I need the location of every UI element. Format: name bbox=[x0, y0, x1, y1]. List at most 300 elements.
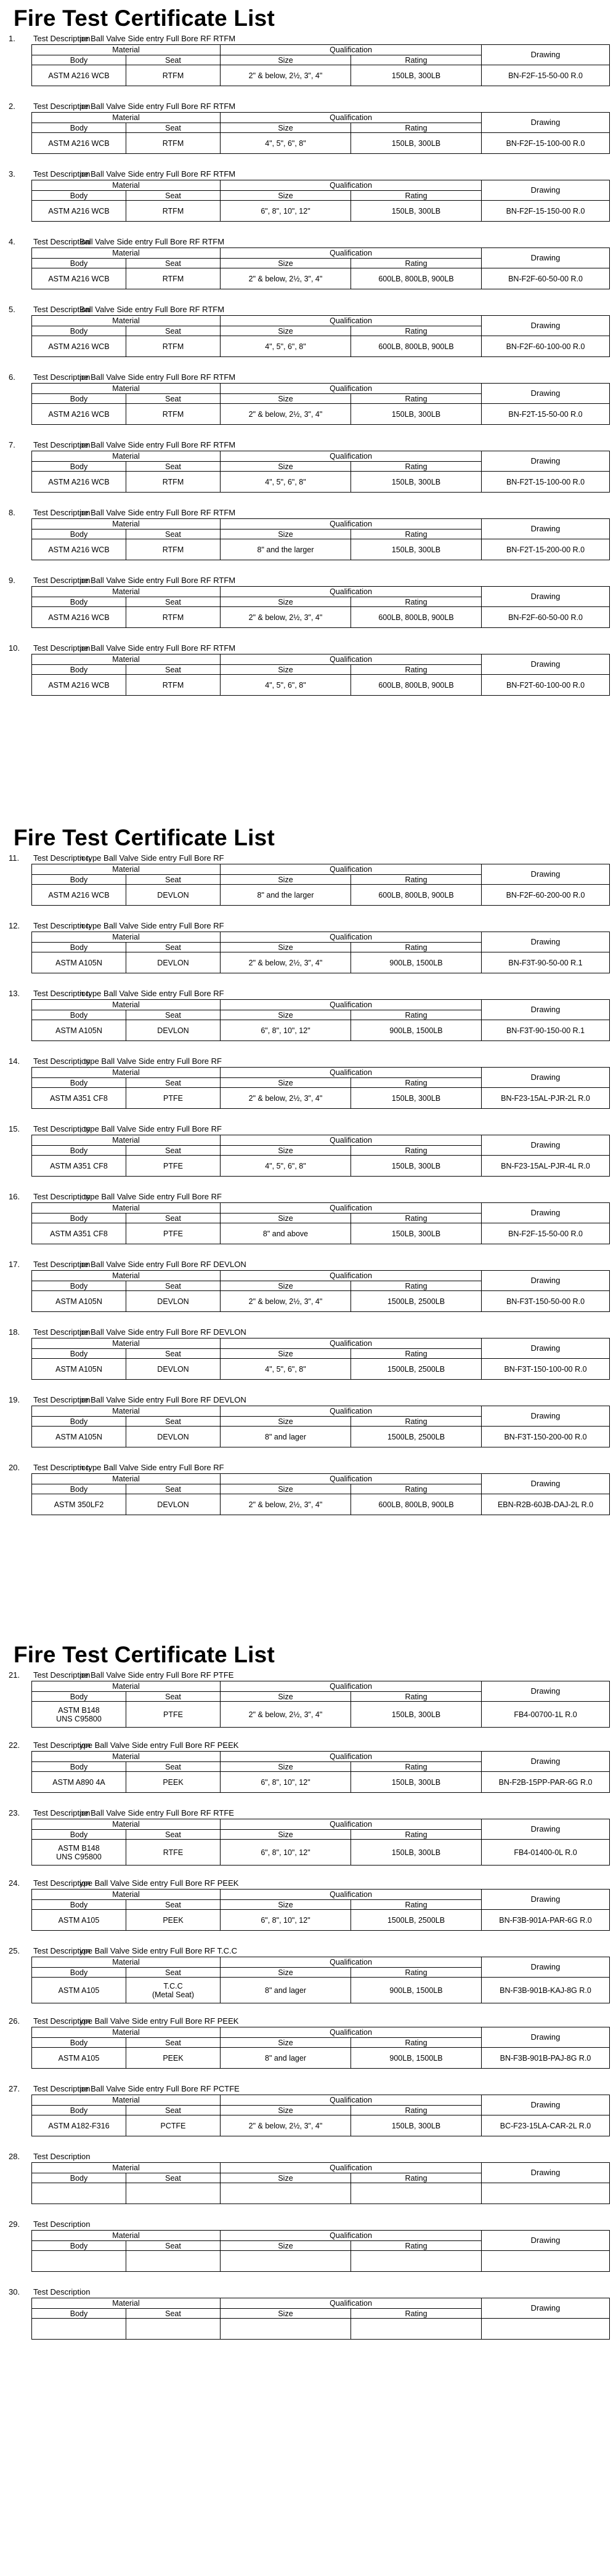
size-cell: 2" & below, 2½, 3", 4" bbox=[221, 404, 351, 425]
drawing-header: Drawing bbox=[482, 1068, 610, 1088]
material-header: Material bbox=[32, 384, 221, 394]
drawing-header: Drawing bbox=[482, 1957, 610, 1978]
certificate-table bbox=[31, 1957, 610, 2003]
size-cell: 8" and above bbox=[221, 1223, 351, 1244]
drawing-cell: BN-F2T-60-100-00 R.0 bbox=[482, 675, 610, 696]
rating-header: Rating bbox=[351, 191, 482, 201]
size-cell: 6", 8", 10", 12" bbox=[221, 201, 351, 222]
body-header: Body bbox=[32, 875, 126, 885]
size-header: Size bbox=[221, 2106, 351, 2115]
body-header: Body bbox=[32, 597, 126, 607]
test-description-label: Test Description bbox=[33, 1946, 91, 1955]
certificate-entry bbox=[9, 1878, 616, 1931]
entry-header bbox=[9, 169, 616, 180]
test-description-label: Test Description bbox=[33, 440, 91, 449]
table-header-row bbox=[32, 1819, 610, 1830]
body-header: Body bbox=[32, 326, 126, 336]
table-row bbox=[32, 1291, 610, 1312]
certificate-section bbox=[0, 5, 616, 710]
certificate-entry bbox=[9, 304, 616, 357]
certificate-table bbox=[31, 654, 610, 696]
size-header: Size bbox=[221, 1146, 351, 1156]
qualification-header: Qualification bbox=[221, 864, 482, 875]
material-header: Material bbox=[32, 1957, 221, 1968]
table-row bbox=[32, 1088, 610, 1109]
material-header: Material bbox=[32, 2298, 221, 2309]
certificate-entry bbox=[9, 988, 616, 1041]
seat-header: Seat bbox=[126, 394, 221, 404]
entry-number: 3. bbox=[9, 169, 15, 179]
certificate-entry bbox=[9, 575, 616, 628]
body-header: Body bbox=[32, 943, 126, 952]
size-header: Size bbox=[221, 1010, 351, 1020]
seat-cell: PEEK bbox=[126, 1910, 221, 1931]
rating-header: Rating bbox=[351, 1692, 482, 1702]
body-header: Body bbox=[32, 1417, 126, 1427]
test-description-label: Test Description bbox=[33, 1670, 91, 1680]
table-row bbox=[32, 1156, 610, 1177]
table-header-row bbox=[32, 519, 610, 529]
table-header-row bbox=[32, 2095, 610, 2106]
certificate-table bbox=[31, 1270, 610, 1312]
test-description-text: pe Ball Valve Side entry Full Bore RF RTFM bbox=[79, 440, 236, 449]
table-row bbox=[32, 2115, 610, 2136]
drawing-cell: FB4-00700-1L R.0 bbox=[482, 1702, 610, 1728]
rating-cell: 600LB, 800LB, 900LB bbox=[351, 885, 482, 906]
body-header: Body bbox=[32, 2106, 126, 2115]
test-description-text: ype Ball Valve Side entry Full Bore RF PEEK bbox=[79, 2016, 239, 2026]
certificate-table bbox=[31, 1473, 610, 1515]
body-cell: ASTM A890 4A bbox=[32, 1772, 126, 1793]
material-header: Material bbox=[32, 2163, 221, 2173]
rating-cell: 600LB, 800LB, 900LB bbox=[351, 607, 482, 628]
body-header: Body bbox=[32, 191, 126, 201]
rating-cell: 150LB, 300LB bbox=[351, 1088, 482, 1109]
table-row bbox=[32, 201, 610, 222]
size-header: Size bbox=[221, 943, 351, 952]
size-cell: 2" & below, 2½, 3", 4" bbox=[221, 607, 351, 628]
seat-cell bbox=[126, 2251, 221, 2272]
size-cell: 8" and lager bbox=[221, 1427, 351, 1447]
table-row bbox=[32, 1702, 610, 1728]
body-cell: ASTM A105N bbox=[32, 1020, 126, 1041]
entry-number: 10. bbox=[9, 643, 20, 653]
seat-header: Seat bbox=[126, 1417, 221, 1427]
rating-cell: 150LB, 300LB bbox=[351, 472, 482, 493]
rating-header: Rating bbox=[351, 1281, 482, 1291]
certificate-entry bbox=[9, 2016, 616, 2069]
size-cell: 2" & below, 2½, 3", 4" bbox=[221, 1702, 351, 1728]
rating-cell: 150LB, 300LB bbox=[351, 1223, 482, 1244]
rating-header: Rating bbox=[351, 2309, 482, 2319]
body-header: Body bbox=[32, 2038, 126, 2048]
seat-cell: RTFM bbox=[126, 336, 221, 357]
entry-number: 23. bbox=[9, 1808, 20, 1817]
seat-header: Seat bbox=[126, 1146, 221, 1156]
body-header: Body bbox=[32, 1349, 126, 1359]
body-header: Body bbox=[32, 1010, 126, 1020]
seat-cell: DEVLON bbox=[126, 1291, 221, 1312]
size-header: Size bbox=[221, 529, 351, 539]
drawing-cell: BN-F3T-150-200-00 R.0 bbox=[482, 1427, 610, 1447]
test-description-label: Test Description bbox=[33, 2084, 91, 2093]
certificate-entry bbox=[9, 1946, 616, 2003]
drawing-header: Drawing bbox=[482, 384, 610, 404]
certificate-table bbox=[31, 1135, 610, 1177]
rating-cell: 900LB, 1500LB bbox=[351, 2048, 482, 2069]
certificate-entry bbox=[9, 1395, 616, 1447]
seat-header: Seat bbox=[126, 1349, 221, 1359]
test-description-text: n type Ball Valve Side entry Full Bore RF bbox=[79, 1463, 224, 1472]
material-header: Material bbox=[32, 1474, 221, 1484]
qualification-header: Qualification bbox=[221, 1203, 482, 1214]
body-cell: ASTM B148 UNS C95800 bbox=[32, 1840, 126, 1866]
seat-header: Seat bbox=[126, 1010, 221, 1020]
rating-cell: 600LB, 800LB, 900LB bbox=[351, 268, 482, 289]
seat-cell: RTFE bbox=[126, 1840, 221, 1866]
entry-header bbox=[9, 2083, 616, 2095]
drawing-cell: BN-F2F-15-150-00 R.0 bbox=[482, 201, 610, 222]
table-header-row bbox=[32, 1957, 610, 1968]
certificate-table bbox=[31, 932, 610, 973]
entry-number: 25. bbox=[9, 1946, 20, 1955]
table-row bbox=[32, 2183, 610, 2204]
body-cell bbox=[32, 2183, 126, 2204]
size-cell bbox=[221, 2251, 351, 2272]
body-cell bbox=[32, 2319, 126, 2340]
entry-header bbox=[9, 853, 616, 864]
size-header: Size bbox=[221, 1900, 351, 1910]
entry-header bbox=[9, 1327, 616, 1338]
table-header-row bbox=[32, 1068, 610, 1078]
test-description-text: pe Ball Valve Side entry Full Bore RF RTFE bbox=[79, 1808, 234, 1817]
table-header-row bbox=[32, 2027, 610, 2038]
drawing-header: Drawing bbox=[482, 1135, 610, 1156]
size-cell: 6", 8", 10", 12" bbox=[221, 1910, 351, 1931]
body-cell: ASTM A216 WCB bbox=[32, 675, 126, 696]
test-description-text: pe Ball Valve Side entry Full Bore RF PTFE bbox=[79, 1670, 234, 1680]
drawing-cell bbox=[482, 2183, 610, 2204]
test-description-label: Test Description bbox=[33, 989, 91, 998]
certificate-entry bbox=[9, 1056, 616, 1109]
certificate-entry bbox=[9, 2219, 616, 2272]
entry-header bbox=[9, 2151, 616, 2162]
seat-header: Seat bbox=[126, 123, 221, 133]
rating-header: Rating bbox=[351, 1214, 482, 1223]
entry-number: 29. bbox=[9, 2220, 20, 2229]
certificate-table bbox=[31, 2298, 610, 2340]
entry-header bbox=[9, 1740, 616, 1751]
drawing-cell: BN-F2F-60-200-00 R.0 bbox=[482, 885, 610, 906]
rating-header: Rating bbox=[351, 1900, 482, 1910]
test-description-text: ; type Ball Valve Side entry Full Bore RF bbox=[79, 1124, 222, 1133]
size-header: Size bbox=[221, 875, 351, 885]
table-header-row bbox=[32, 587, 610, 597]
table-header-row bbox=[32, 451, 610, 462]
qualification-header: Qualification bbox=[221, 248, 482, 259]
body-cell: ASTM A216 WCB bbox=[32, 201, 126, 222]
entry-header bbox=[9, 33, 616, 44]
body-header: Body bbox=[32, 1762, 126, 1772]
material-header: Material bbox=[32, 1068, 221, 1078]
certificate-entry bbox=[9, 2287, 616, 2340]
seat-cell: PTFE bbox=[126, 1156, 221, 1177]
entry-header bbox=[9, 1462, 616, 1473]
seat-header: Seat bbox=[126, 2038, 221, 2048]
rating-header: Rating bbox=[351, 2038, 482, 2048]
material-header: Material bbox=[32, 451, 221, 462]
qualification-header: Qualification bbox=[221, 1752, 482, 1762]
size-cell: 2" & below, 2½, 3", 4" bbox=[221, 2115, 351, 2136]
test-description-label: Test Description bbox=[33, 1124, 91, 1133]
table-row bbox=[32, 1978, 610, 2003]
qualification-header: Qualification bbox=[221, 45, 482, 55]
table-row bbox=[32, 404, 610, 425]
seat-header: Seat bbox=[126, 55, 221, 65]
qualification-header: Qualification bbox=[221, 384, 482, 394]
qualification-header: Qualification bbox=[221, 1000, 482, 1010]
certificate-entry bbox=[9, 1670, 616, 1728]
certificate-table bbox=[31, 586, 610, 628]
body-cell: ASTM A351 CF8 bbox=[32, 1088, 126, 1109]
body-cell: ASTM A105 bbox=[32, 2048, 126, 2069]
certificate-table bbox=[31, 999, 610, 1041]
size-cell: 4", 5", 6", 8" bbox=[221, 336, 351, 357]
qualification-header: Qualification bbox=[221, 1135, 482, 1146]
body-cell: ASTM A216 WCB bbox=[32, 539, 126, 560]
table-header-row bbox=[32, 1406, 610, 1417]
seat-cell: DEVLON bbox=[126, 885, 221, 906]
drawing-header: Drawing bbox=[482, 2231, 610, 2251]
test-description-text: ; type Ball Valve Side entry Full Bore RF bbox=[79, 1057, 222, 1066]
table-header-row bbox=[32, 45, 610, 55]
drawing-cell: BC-F23-15LA-CAR-2L R.0 bbox=[482, 2115, 610, 2136]
test-description-label: Test Description bbox=[33, 1192, 91, 1201]
size-header: Size bbox=[221, 191, 351, 201]
certificate-entry bbox=[9, 1327, 616, 1380]
drawing-cell: BN-F3B-901B-PAJ-8G R.0 bbox=[482, 2048, 610, 2069]
rating-cell: 150LB, 300LB bbox=[351, 1840, 482, 1866]
size-cell bbox=[221, 2183, 351, 2204]
seat-header: Seat bbox=[126, 1281, 221, 1291]
body-header: Body bbox=[32, 462, 126, 472]
size-cell: 4", 5", 6", 8" bbox=[221, 675, 351, 696]
rating-cell bbox=[351, 2183, 482, 2204]
drawing-header: Drawing bbox=[482, 1474, 610, 1494]
size-cell: 2" & below, 2½, 3", 4" bbox=[221, 1088, 351, 1109]
body-cell: ASTM A105 bbox=[32, 1910, 126, 1931]
seat-header: Seat bbox=[126, 1214, 221, 1223]
entry-number: 8. bbox=[9, 508, 15, 517]
drawing-header: Drawing bbox=[482, 180, 610, 201]
rating-cell: 1500LB, 2500LB bbox=[351, 1427, 482, 1447]
seat-header: Seat bbox=[126, 529, 221, 539]
certificate-entry bbox=[9, 372, 616, 425]
test-description-label: Test Description bbox=[33, 1260, 91, 1269]
qualification-header: Qualification bbox=[221, 2298, 482, 2309]
drawing-header: Drawing bbox=[482, 1271, 610, 1291]
entry-number: 18. bbox=[9, 1327, 20, 1337]
entry-number: 16. bbox=[9, 1192, 20, 1201]
table-row bbox=[32, 1020, 610, 1041]
rating-header: Rating bbox=[351, 1484, 482, 1494]
rating-cell bbox=[351, 2319, 482, 2340]
qualification-header: Qualification bbox=[221, 2095, 482, 2106]
entry-header bbox=[9, 1395, 616, 1406]
seat-cell: DEVLON bbox=[126, 1494, 221, 1515]
rating-cell: 600LB, 800LB, 900LB bbox=[351, 1494, 482, 1515]
size-header: Size bbox=[221, 2241, 351, 2251]
certificate-section bbox=[0, 1641, 616, 2354]
certificate-table bbox=[31, 1819, 610, 1866]
drawing-cell: BN-F3T-150-50-00 R.0 bbox=[482, 1291, 610, 1312]
seat-header: Seat bbox=[126, 462, 221, 472]
seat-header: Seat bbox=[126, 1762, 221, 1772]
entry-header bbox=[9, 920, 616, 932]
certificate-table bbox=[31, 1067, 610, 1109]
size-header: Size bbox=[221, 1349, 351, 1359]
qualification-header: Qualification bbox=[221, 1271, 482, 1281]
certificate-entry bbox=[9, 236, 616, 289]
rating-header: Rating bbox=[351, 1146, 482, 1156]
size-header: Size bbox=[221, 2038, 351, 2048]
material-header: Material bbox=[32, 2095, 221, 2106]
body-header: Body bbox=[32, 1484, 126, 1494]
seat-cell: PTFE bbox=[126, 1223, 221, 1244]
size-cell: 8" and the larger bbox=[221, 539, 351, 560]
certificate-table bbox=[31, 2095, 610, 2136]
seat-header: Seat bbox=[126, 597, 221, 607]
table-header-row bbox=[32, 1000, 610, 1010]
certificate-table bbox=[31, 2230, 610, 2272]
rating-cell: 1500LB, 2500LB bbox=[351, 1359, 482, 1380]
qualification-header: Qualification bbox=[221, 1338, 482, 1349]
drawing-header: Drawing bbox=[482, 1681, 610, 1702]
certificate-table bbox=[31, 383, 610, 425]
certificate-entry bbox=[9, 2083, 616, 2136]
size-cell: 4", 5", 6", 8" bbox=[221, 1359, 351, 1380]
body-cell: ASTM A216 WCB bbox=[32, 336, 126, 357]
qualification-header: Qualification bbox=[221, 1474, 482, 1484]
table-header-row bbox=[32, 180, 610, 191]
qualification-header: Qualification bbox=[221, 654, 482, 665]
drawing-cell: BN-F3B-901B-KAJ-8G R.0 bbox=[482, 1978, 610, 2003]
body-header: Body bbox=[32, 55, 126, 65]
table-header-row bbox=[32, 932, 610, 943]
rating-cell: 150LB, 300LB bbox=[351, 1702, 482, 1728]
size-cell: 2" & below, 2½, 3", 4" bbox=[221, 65, 351, 86]
body-header: Body bbox=[32, 259, 126, 268]
rating-cell: 600LB, 800LB, 900LB bbox=[351, 336, 482, 357]
seat-cell: PTFE bbox=[126, 1702, 221, 1728]
entry-number: 28. bbox=[9, 2152, 20, 2161]
certificate-table bbox=[31, 248, 610, 289]
test-description-text: n type Ball Valve Side entry Full Bore RF bbox=[79, 989, 224, 998]
certificate-list bbox=[0, 853, 616, 1515]
rating-header: Rating bbox=[351, 943, 482, 952]
certificate-table bbox=[31, 864, 610, 906]
table-header-row bbox=[32, 1890, 610, 1900]
test-description-label: Test Description bbox=[33, 169, 91, 179]
qualification-header: Qualification bbox=[221, 2163, 482, 2173]
qualification-header: Qualification bbox=[221, 451, 482, 462]
drawing-header: Drawing bbox=[482, 2298, 610, 2319]
size-header: Size bbox=[221, 462, 351, 472]
qualification-header: Qualification bbox=[221, 113, 482, 123]
size-header: Size bbox=[221, 123, 351, 133]
size-cell bbox=[221, 2319, 351, 2340]
rating-header: Rating bbox=[351, 326, 482, 336]
test-description-label: Test Description bbox=[33, 1741, 91, 1750]
certificate-table bbox=[31, 1889, 610, 1931]
entry-header bbox=[9, 1670, 616, 1681]
entry-number: 9. bbox=[9, 576, 15, 585]
certificate-table bbox=[31, 2162, 610, 2204]
test-description-text: pe Ball Valve Side entry Full Bore RF RTFM bbox=[79, 643, 236, 653]
material-header: Material bbox=[32, 1681, 221, 1692]
seat-header: Seat bbox=[126, 2173, 221, 2183]
table-header-row bbox=[32, 384, 610, 394]
rating-header: Rating bbox=[351, 1762, 482, 1772]
entry-number: 26. bbox=[9, 2016, 20, 2026]
size-cell: 4", 5", 6", 8" bbox=[221, 133, 351, 154]
certificate-table bbox=[31, 1202, 610, 1244]
entry-number: 7. bbox=[9, 440, 15, 449]
drawing-cell: BN-F2F-15-50-00 R.0 bbox=[482, 65, 610, 86]
material-header: Material bbox=[32, 113, 221, 123]
rating-header: Rating bbox=[351, 394, 482, 404]
body-cell: ASTM A351 CF8 bbox=[32, 1223, 126, 1244]
material-header: Material bbox=[32, 1135, 221, 1146]
entry-header bbox=[9, 507, 616, 518]
test-description-text: pe Ball Valve Side entry Full Bore RF RTFM bbox=[79, 372, 236, 382]
table-header-row bbox=[32, 2231, 610, 2241]
seat-cell: DEVLON bbox=[126, 952, 221, 973]
qualification-header: Qualification bbox=[221, 519, 482, 529]
test-description-text: pe Ball Valve Side entry Full Bore RF DEVLON bbox=[79, 1260, 246, 1269]
body-cell: ASTM A216 WCB bbox=[32, 133, 126, 154]
rating-header: Rating bbox=[351, 1830, 482, 1840]
rating-header: Rating bbox=[351, 597, 482, 607]
table-header-row bbox=[32, 2163, 610, 2173]
drawing-header: Drawing bbox=[482, 864, 610, 885]
rating-header: Rating bbox=[351, 1968, 482, 1978]
rating-cell: 600LB, 800LB, 900LB bbox=[351, 675, 482, 696]
certificate-table bbox=[31, 180, 610, 222]
size-header: Size bbox=[221, 1692, 351, 1702]
certificate-entry bbox=[9, 169, 616, 222]
body-header: Body bbox=[32, 529, 126, 539]
body-cell: ASTM A105N bbox=[32, 1359, 126, 1380]
rating-header: Rating bbox=[351, 665, 482, 675]
test-description-label: Test Description bbox=[33, 921, 91, 930]
material-header: Material bbox=[32, 864, 221, 875]
body-cell: ASTM A105N bbox=[32, 1291, 126, 1312]
seat-header: Seat bbox=[126, 2309, 221, 2319]
rating-cell: 150LB, 300LB bbox=[351, 1156, 482, 1177]
seat-cell: PEEK bbox=[126, 2048, 221, 2069]
table-row bbox=[32, 1910, 610, 1931]
seat-header: Seat bbox=[126, 665, 221, 675]
certificate-table bbox=[31, 2027, 610, 2069]
seat-cell bbox=[126, 2319, 221, 2340]
size-header: Size bbox=[221, 394, 351, 404]
drawing-header: Drawing bbox=[482, 932, 610, 952]
test-description-text: ype Ball Valve Side entry Full Bore RF T.C.C bbox=[79, 1946, 238, 1955]
entry-number: 19. bbox=[9, 1395, 20, 1404]
entry-number: 6. bbox=[9, 372, 15, 382]
entry-number: 4. bbox=[9, 237, 15, 246]
